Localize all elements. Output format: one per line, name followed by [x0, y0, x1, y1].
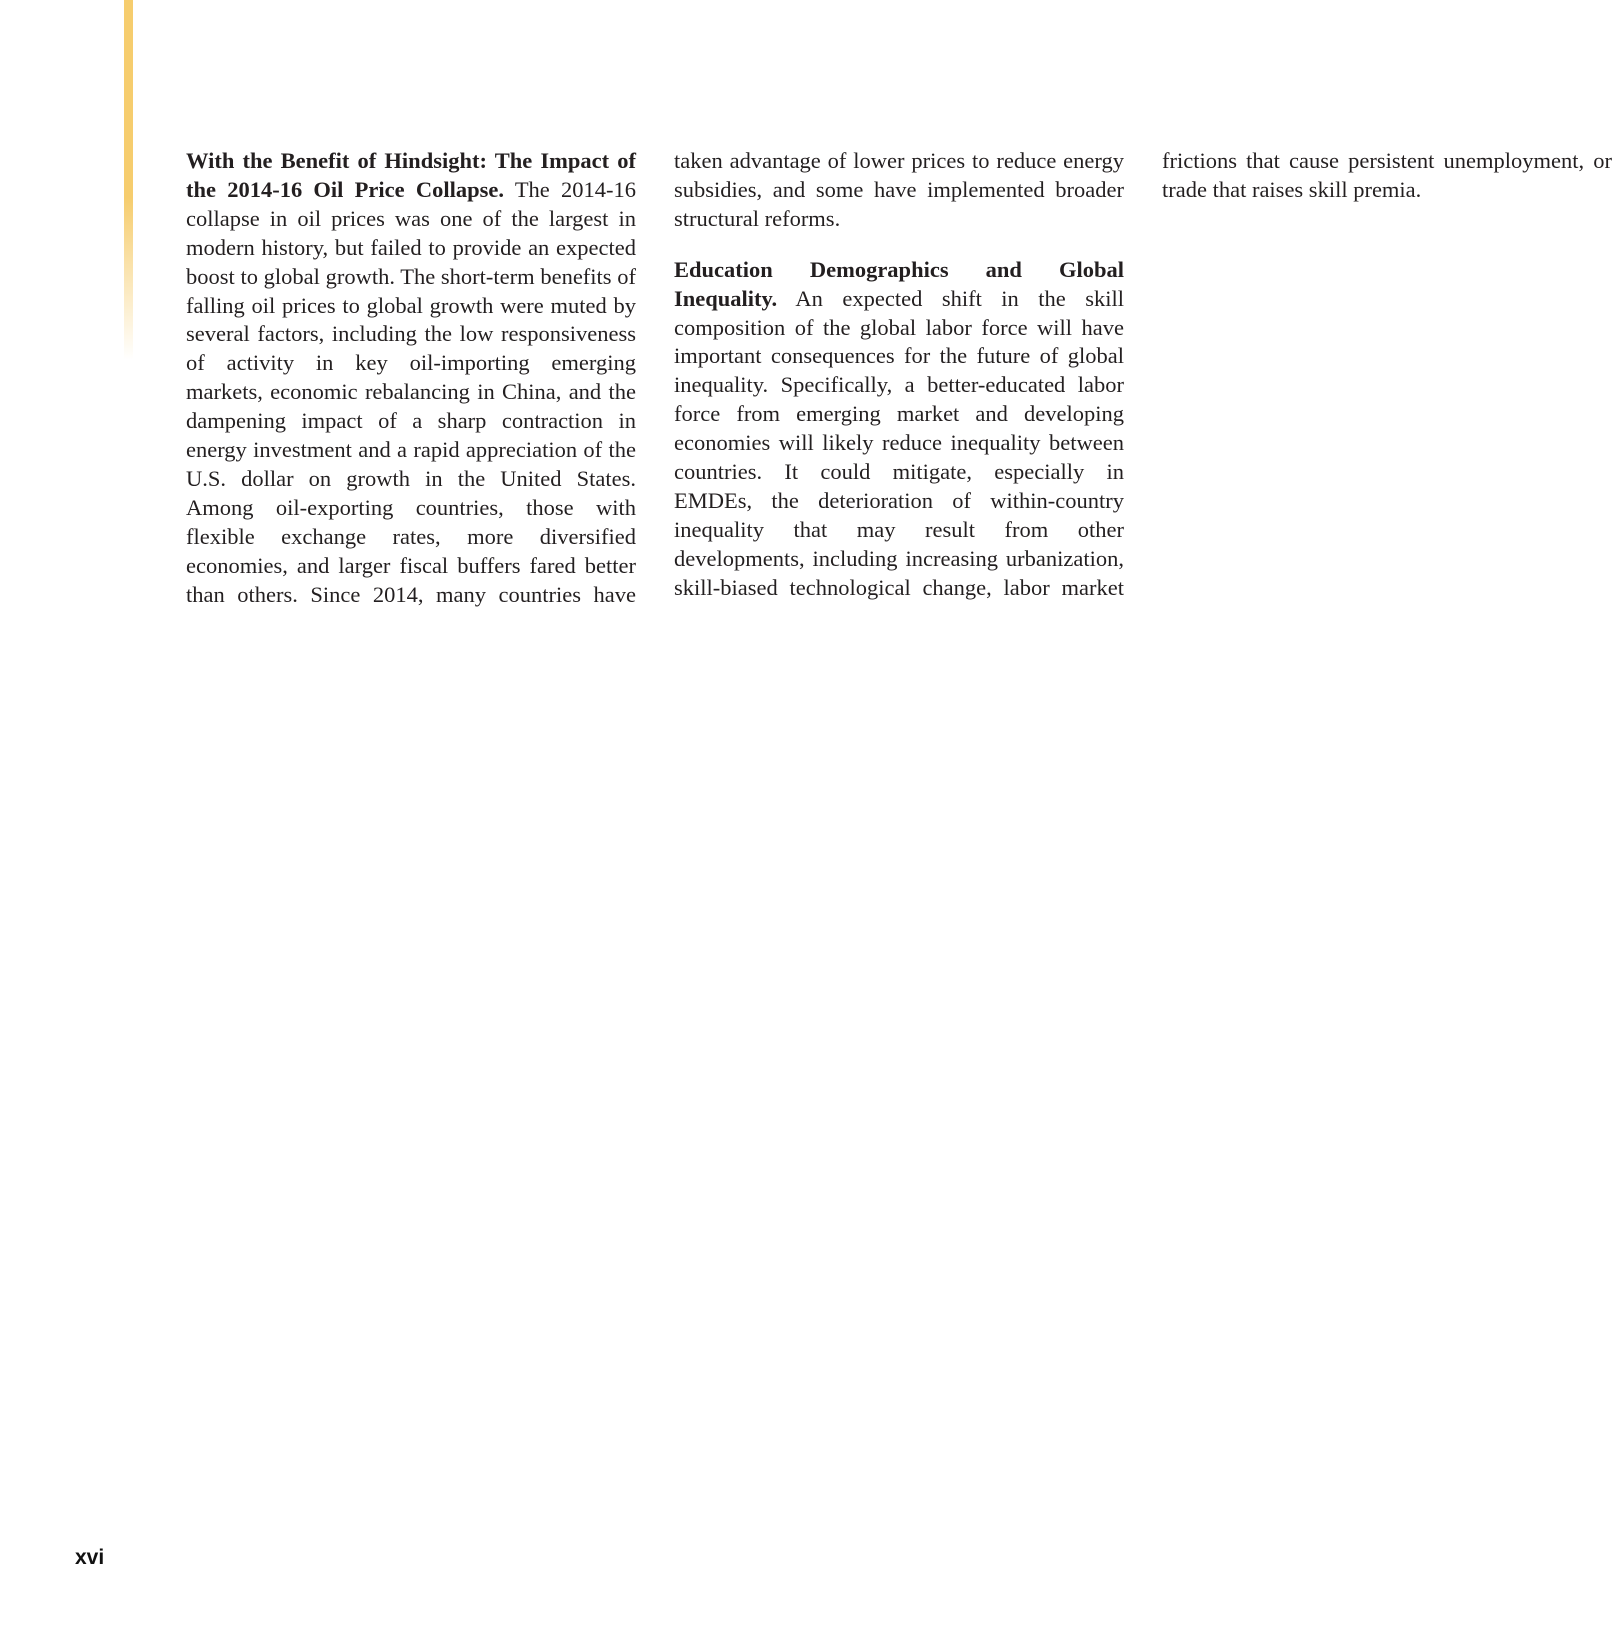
section-body: An expected shift in the skill composition of the global labor force will have important consequences for the future of global inequality. Specifically, a better-educated labor force from emerging market and developing economies will likely reduce inequality between countries. It could mitigate, especially in EMDEs, the deterioration of within-country inequality that may result from other developments, including increasing urbanization, skill-biased technological change, labor market frictions that cause persistent unemployment, or trade that raises skill premia.: [674, 148, 1612, 600]
section-heading: Education Demographics and Global Inequality.: [674, 256, 1124, 311]
accent-bar: [124, 0, 133, 360]
body-columns: [186, 147, 1612, 627]
page-number: xvi: [75, 1546, 105, 1569]
section-heading: With the Benefit of Hindsight: The Impact of the 2014-16 Oil Price Collapse.: [186, 148, 636, 202]
section-body: The 2014-16 collapse in oil prices was one of the largest in modern history, but failed to provide an expected boost to global growth. The short-term benefits of falling oil prices to global growth were muted by several factors, including the low responsiveness of activity in key oil-importing emerging markets, economic rebalancing in China, and the dampening impact of a sharp contraction in energy investment and a rapid appreciation of the U.S. dollar on growth in the United States. Among oil-exporting countries, those with flexible exchange rates, more diversified economies, and larger fiscal buffers fared better than others. Since 2014, many countries have taken advantage of lower prices to reduce energy subsidies, and some have implemented broader structural reforms.: [186, 148, 1124, 607]
